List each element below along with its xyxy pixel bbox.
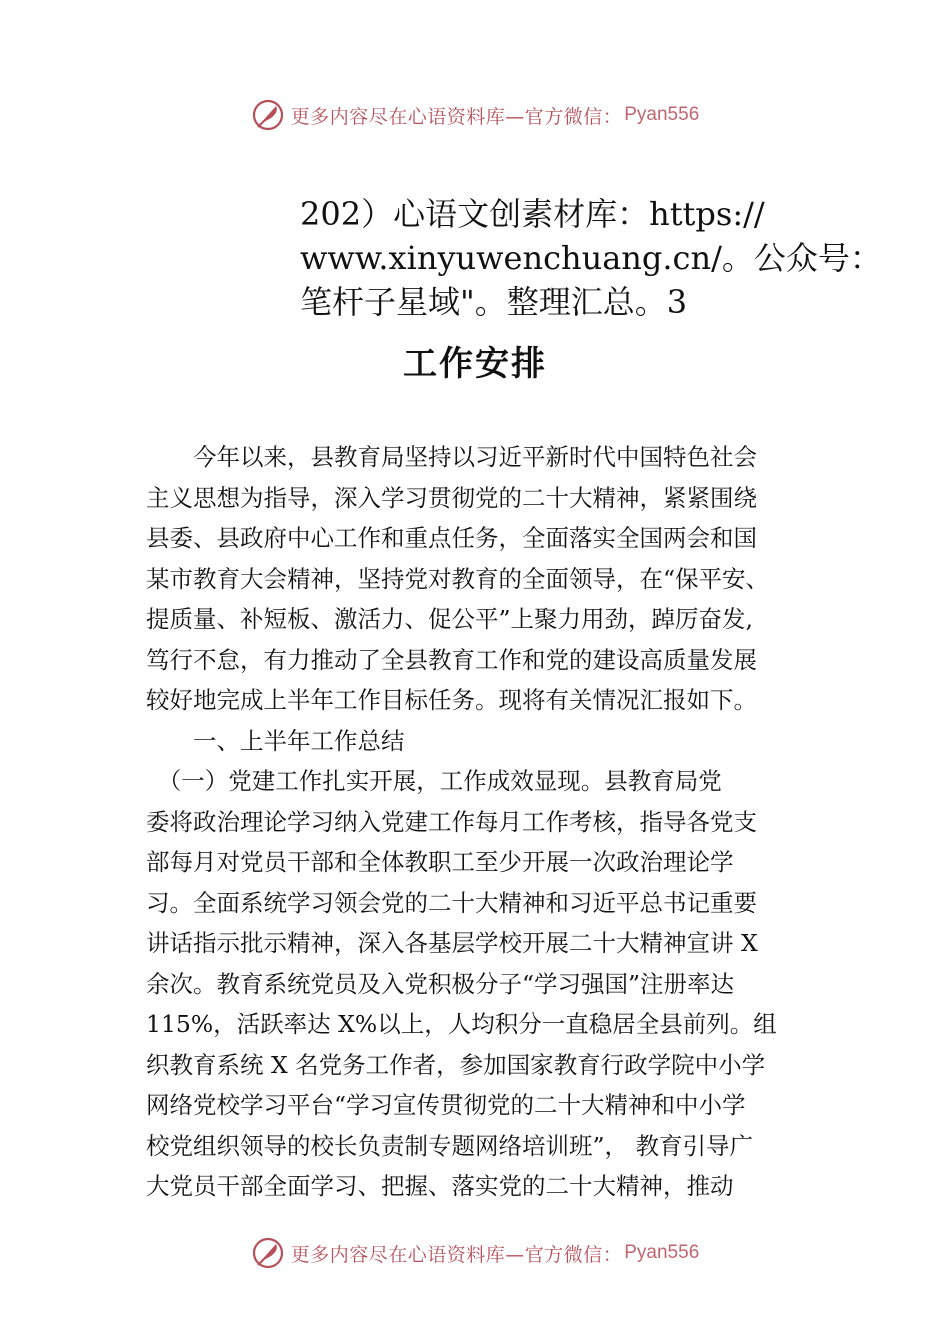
body-line: 某市教育大会精神，坚持党对教育的全面领导，在“保平安、: [146, 564, 770, 593]
body-line: 大党员干部全面学习、把握、落实党的二十大精神，推动: [146, 1172, 734, 1200]
body-line: 部每月对党员干部和全体教职工至少开展一次政治理论学: [146, 848, 734, 876]
quill-logo-icon: [251, 98, 285, 132]
document-body: [146, 437, 826, 1207]
body-line: 县委、县政府中心工作和重点任务，全面落实全国两会和国: [146, 524, 757, 552]
body-line: 网络党校学习平台“学习宣传贯彻党的二十大精神和中小学: [146, 1091, 746, 1119]
body-line: （一）党建工作扎实开展，工作成效显现。县教育局党: [146, 767, 722, 795]
document-title: 工作安排: [403, 344, 547, 384]
footer-banner: [0, 1233, 950, 1273]
section-heading: 一、上半年工作总结: [146, 726, 405, 755]
body-line: 提质量、补短板、激活力、促公平”上聚力用劲，踔厉奋发,: [146, 605, 753, 633]
body-line: 习。全面系统学习领会党的二十大精神和习近平总书记重要: [146, 888, 757, 917]
banner-text: 更多内容尽在心语资料库—官方微信：: [290, 1243, 623, 1266]
source-note-line: 202）心语文创素材库：https://: [300, 195, 765, 233]
body-line: 主义思想为指导，深入学习贯彻党的二十大精神，紧紧围绕: [146, 483, 757, 512]
source-note-line: www.xinyuwenchuang.cn/。公众号：: [300, 239, 882, 277]
body-line: 织教育系统 X 名党务工作者，参加国家教育行政学院中小学: [146, 1050, 766, 1079]
body-line: 笃行不怠，有力推动了全县教育工作和党的建设高质量发展: [146, 645, 757, 674]
body-line: 今年以来，县教育局坚持以习近平新时代中国特色社会: [146, 443, 757, 471]
body-line: 较好地完成上半年工作目标任务。现将有关情况汇报如下。: [146, 686, 757, 714]
banner-wechat-id: Pyan556: [624, 1242, 700, 1263]
source-note-line: 笔杆子星域"。整理汇总。3: [300, 283, 688, 321]
header-banner: [0, 95, 950, 135]
quill-logo-icon: [251, 1236, 285, 1270]
source-note: [300, 192, 882, 324]
body-line: 校党组织领导的校长负责制专题网络培训班”， 教育引导广: [146, 1131, 753, 1160]
body-line: 讲话指示批示精神，深入各基层学校开展二十大精神宣讲 X: [146, 929, 758, 957]
body-line: 委将政治理论学习纳入党建工作每月工作考核，指导各党支: [146, 807, 757, 836]
body-line: 余次。教育系统党员及入党积极分子“学习强国”注册率达: [146, 969, 735, 998]
body-line: 115%，活跃率达 X%以上，人均积分一直稳居全县前列。组: [146, 1010, 777, 1038]
banner-wechat-id: Pyan556: [624, 104, 700, 125]
banner-text: 更多内容尽在心语资料库—官方微信：: [290, 105, 623, 128]
